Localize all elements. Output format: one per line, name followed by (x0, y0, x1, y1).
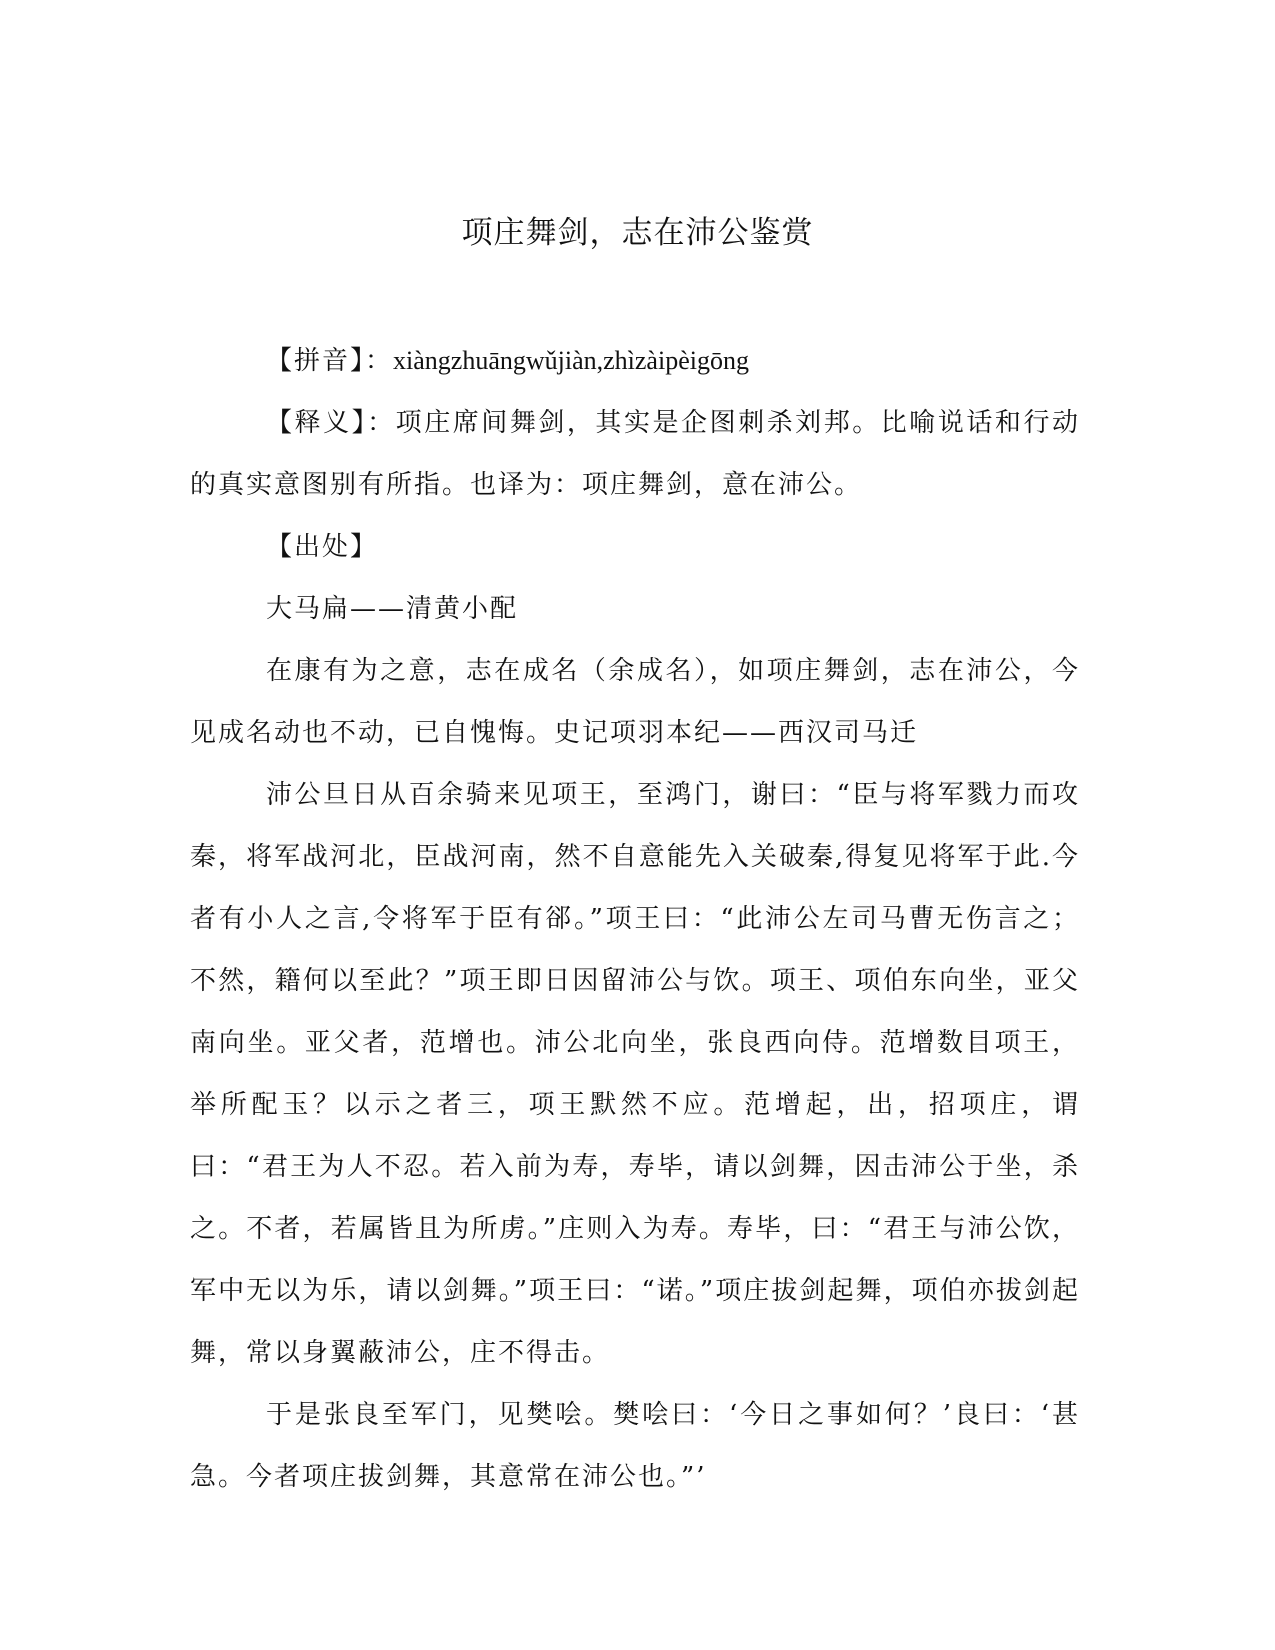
definition-paragraph: 【释义】：项庄席间舞剑，其实是企图刺杀刘邦。比喻说话和行动的真实意图别有所指。也译为：项庄舞剑，意在沛公。 (190, 408, 1080, 500)
source-citation-1: 大马扁——清黄小配 (266, 594, 519, 624)
pinyin-paragraph (190, 330, 1080, 392)
quote-paragraph-2: 沛公旦日从百余骑来见项王，至鸿门，谢曰：“臣与将军戮力而攻秦，将军战河北，臣战河南，然不自意能先入关破秦,得复见将军于此.今者有小人之言,令将军于臣有郤。”项王曰：“此沛公左司马曹无伤言之；不然，籍何以至此？”项王即日因留沛公与饮。项王、项伯东向坐，亚父南向坐。亚父者，范增也。沛公北向坐，张良西向侍。范增数目项王，举所配玉？以示之者三，项王默然不应。范增起，出，招项庄，谓曰：“君王为人不忍。若入前为寿，寿毕，请以剑舞，因击沛公于坐，杀之。不者，若属皆且为所虏。”庄则入为寿。寿毕，曰：“君王与沛公饮，军中无以为乐，请以剑舞。”项王曰：“诺。”项庄拔剑起舞，项伯亦拔剑起舞，常以身翼蔽沛公，庄不得击。 (190, 780, 1080, 1368)
document-title: 项庄舞剑，志在沛公鉴赏 (461, 215, 814, 251)
source-heading: 【出处】 (266, 532, 379, 562)
pinyin-value: xiàngzhuāngwǔjiàn,zhìzàipèigōng (393, 346, 749, 375)
pinyin-label: 【拼音】： (266, 346, 394, 376)
document-body (190, 330, 1080, 1508)
quote-paragraph-3: 于是张良至军门，见樊哙。樊哙曰：‘今日之事如何？’良曰：‘甚急。今者项庄拔剑舞，其意常在沛公也。”’ (190, 1400, 1080, 1492)
quote-paragraph-1: 在康有为之意，志在成名（余成名），如项庄舞剑，志在沛公，今见成名动也不动，已自愧悔。史记项羽本纪——西汉司马迁 (190, 656, 1080, 748)
